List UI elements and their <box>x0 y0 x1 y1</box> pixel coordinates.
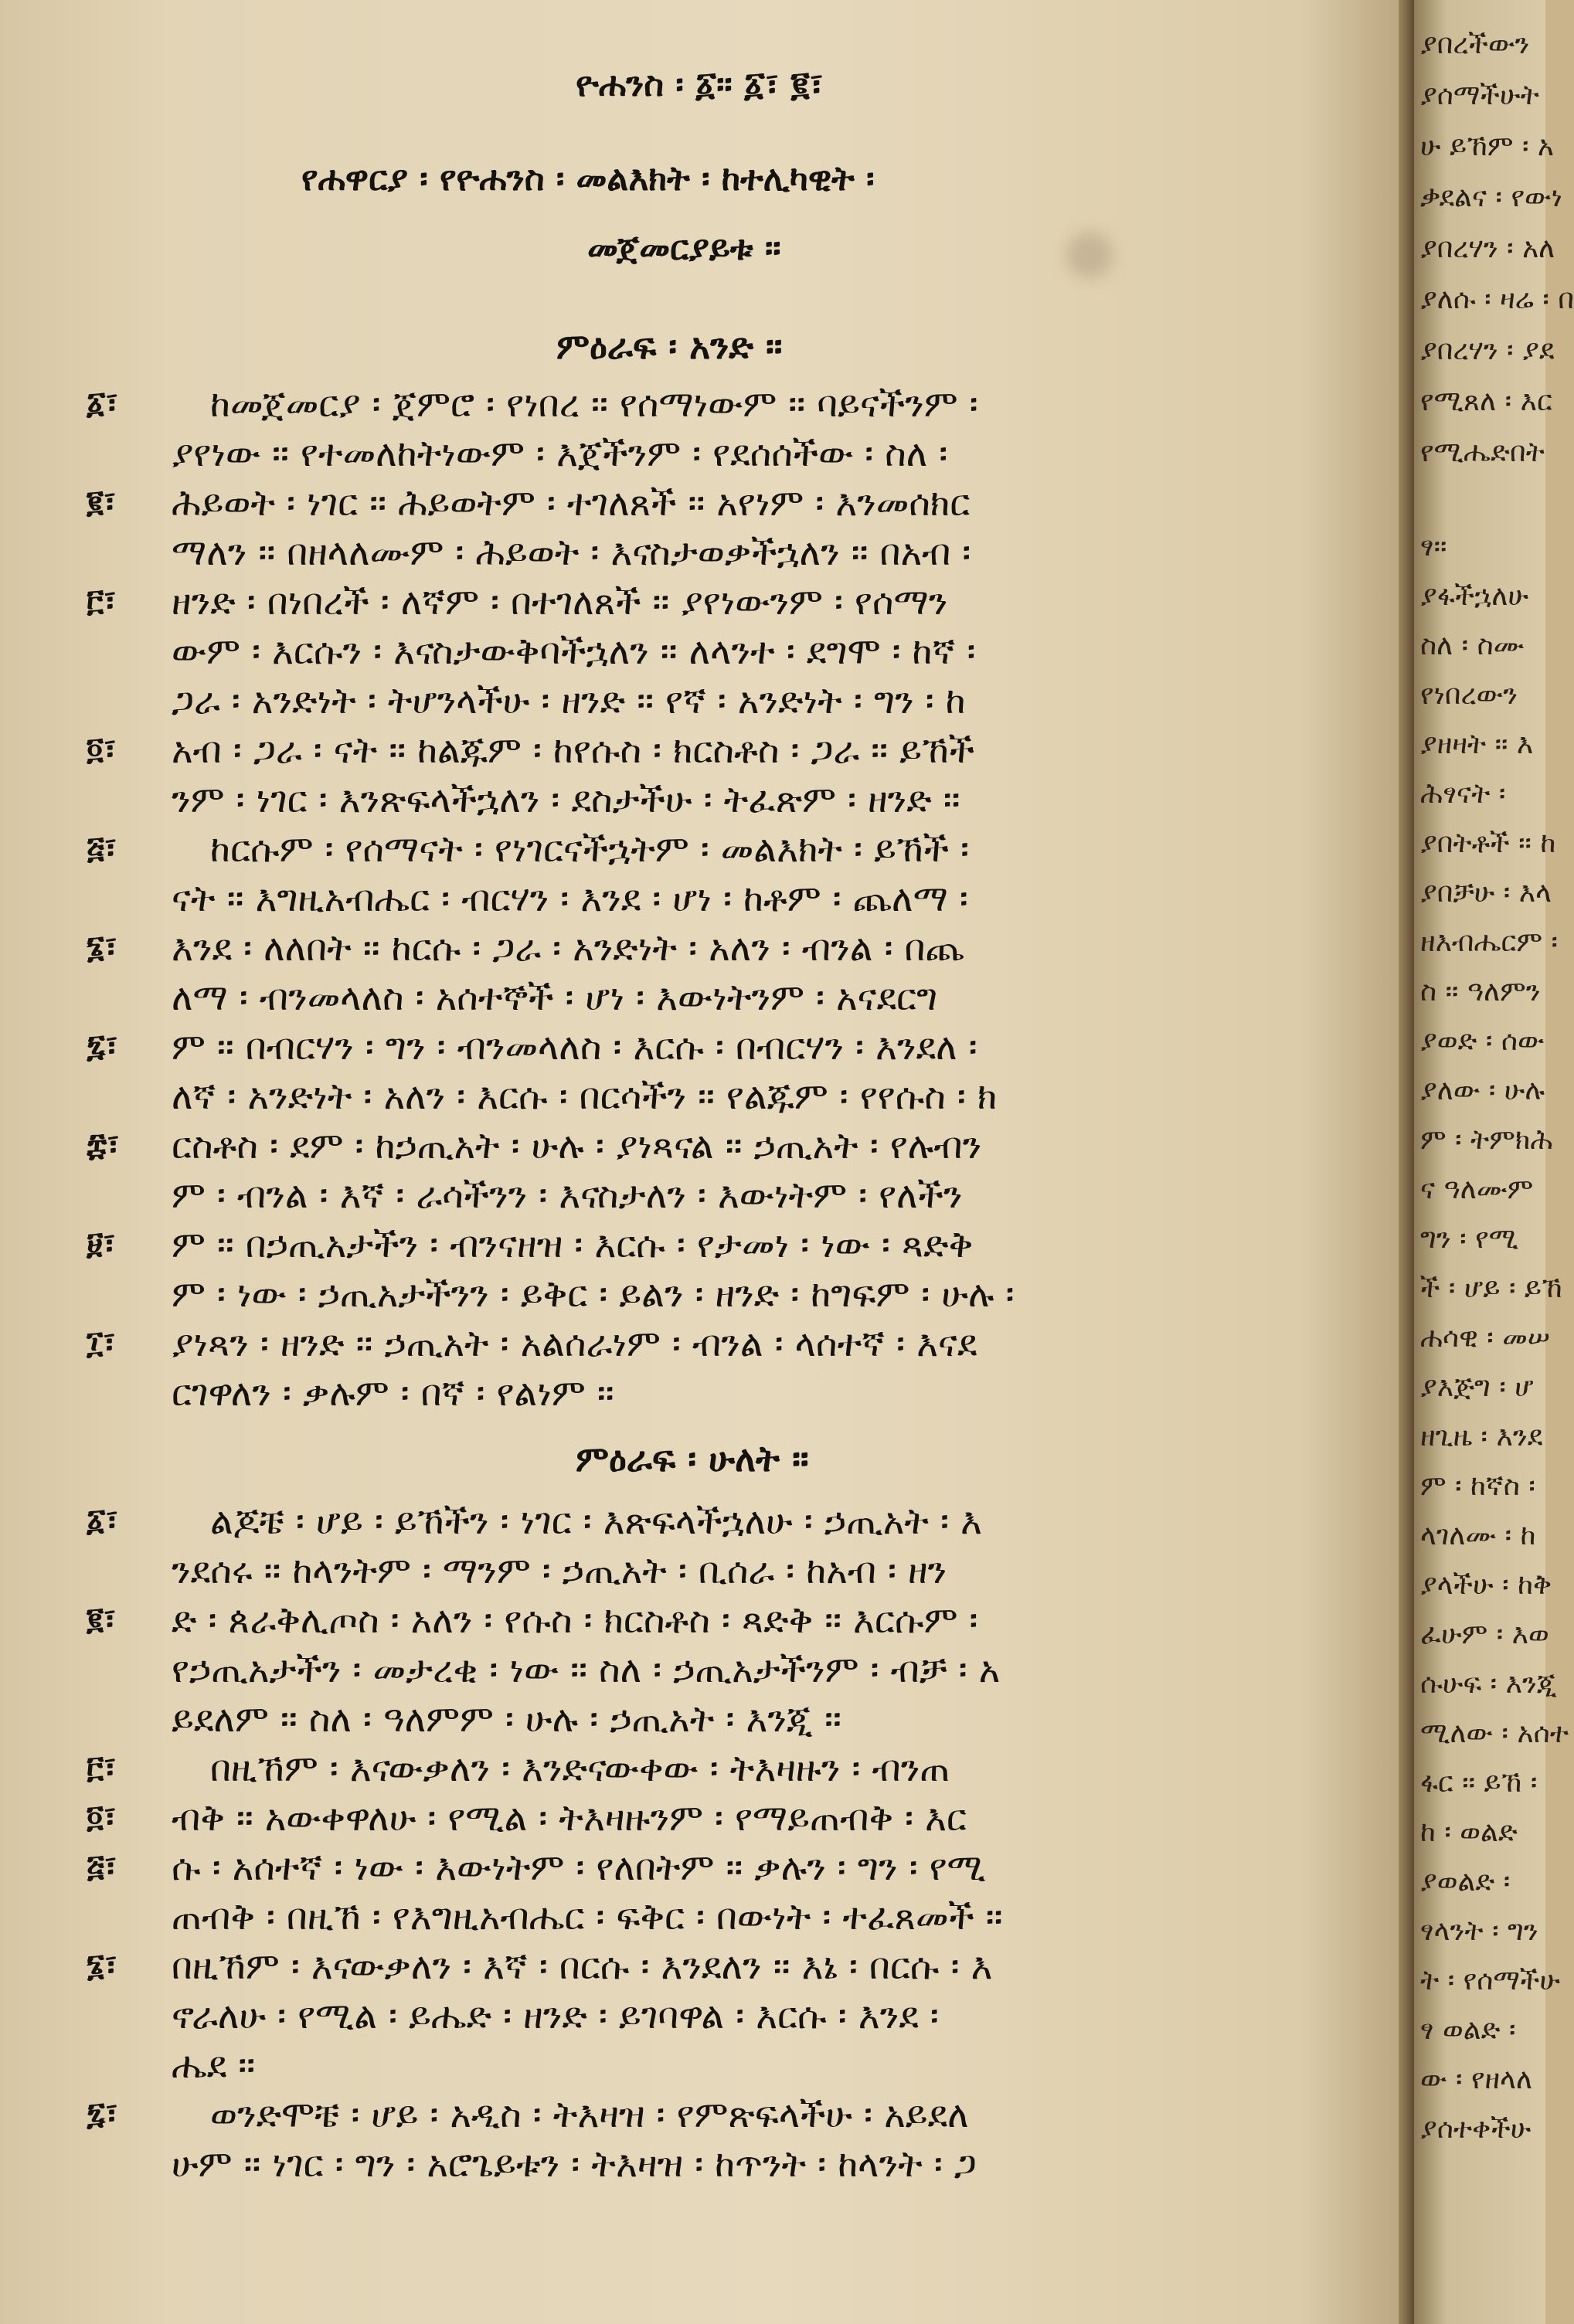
text-line: የኃጢአታችን ፡ መታረቂ ፡ ነው ። ስለ ፡ ኃጢአታችንም ፡ ብቻ ፡ አ <box>172 1649 1001 1691</box>
next-page-fragment: ያበረችውን <box>1420 29 1530 60</box>
next-page-fragment: ም ፡ ከኛስ ፡ <box>1420 1470 1535 1502</box>
verse-number: ፫፣ <box>87 583 117 619</box>
next-page-fragment: ሁ ይኸም ፡ አ <box>1420 131 1555 162</box>
text-line: ሁም ። ነገር ፡ ግን ፡ አሮጌይቱን ፡ ትእዛዝ ፡ ከጥንት ፡ ከላንት ፡ ጋ <box>172 2143 977 2186</box>
text-line: ጋራ ፡ አንድነት ፡ ትሆንላችሁ ፡ ዘንድ ። የኛ ፡ አንድነት ፡ ግን ፡ ከ <box>172 680 966 722</box>
text-line: ውም ፡ እርሱን ፡ እናስታውቅባችኋለን ። ለላንተ ፡ ደግሞ ፡ ከኛ ፡ <box>172 630 976 673</box>
text-line: ብቅ ። አውቀዋለሁ ፡ የሚል ፡ ትእዛዙንም ፡ የማይጠብቅ ፡ እር <box>172 1797 967 1840</box>
next-page-fragment: ላገለሙ ፡ ከ <box>1420 1520 1536 1551</box>
next-page-fragment: ያበረሃን ፡ አለ <box>1420 233 1555 264</box>
text-line: ም ። በብርሃን ፡ ግን ፡ ብንመላለስ ፡ እርሱ ፡ በብርሃን ፡ እንደለ ፡ <box>172 1026 977 1069</box>
text-line: ሕይወት ፡ ነገር ። ሕይወትም ፡ ተገለጸች ። አየነም ፡ እንመሰክር <box>172 482 971 525</box>
chapter-2-heading: ምዕራፍ ፡ ሁለት ። <box>576 1438 809 1480</box>
next-page-fragment: ከ ፡ ወልድ <box>1420 1816 1518 1848</box>
next-page-fragment: ያበረሃን ፡ ያደ <box>1420 335 1555 366</box>
next-page-fragment: ሕፃናት ፡ <box>1420 778 1506 810</box>
text-line: ኖራለሁ ፡ የሚል ፡ ይሔድ ፡ ዘንድ ፡ ይገባዋል ፡ እርሱ ፡ እንደ ፡ <box>172 1995 939 2037</box>
text-line: ም ፡ ነው ፡ ኃጢአታችንን ፡ ይቅር ፡ ይልን ፡ ዘንድ ፡ ከግፍም ፡ ሁሉ ፡ <box>172 1273 1015 1316</box>
verse-number: ፲፣ <box>87 1325 116 1361</box>
verse-number: ፮፣ <box>87 929 117 965</box>
verse-number: ፯፣ <box>87 1028 118 1064</box>
verse-number: ፪፣ <box>87 1602 117 1637</box>
text-line: ማለን ። በዘላለሙም ፡ ሕይወት ፡ እናስታወቃችኋለን ። በአብ ፡ <box>172 532 971 574</box>
text-line: ልጆቼ ፡ ሆይ ፡ ይኸችን ፡ ነገር ፡ እጽፍላችኋለሁ ፡ ኃጢአት ፡ እ <box>210 1500 982 1543</box>
next-page-fragment: ያዘዛት ። እ <box>1420 729 1534 760</box>
page-title: የሐዋርያ ፡ የዮሐንስ ፡ መልእክት ፡ ከተሊካዊት ፡ <box>301 159 875 199</box>
text-line: ሔደ ። <box>172 2044 256 2087</box>
next-page-fragment: ሐሳዊ ፡ መሠ <box>1420 1322 1551 1354</box>
text-line: ወንድሞቼ ፡ ሆይ ፡ አዲስ ፡ ትእዛዝ ፡ የምጽፍላችሁ ፡ አይደለ <box>210 2094 969 2136</box>
next-page-fragment: ያወልድ ፡ <box>1420 1866 1511 1898</box>
next-page-fragment: የሚሔድበት <box>1420 437 1545 468</box>
chapter-1-heading: ምዕራፍ ፡ አንድ ። <box>556 325 783 367</box>
next-page-fragment: ም ፡ ትምክሕ <box>1420 1124 1553 1156</box>
next-page-fragment: ፈሁም ፡ እወ <box>1420 1619 1549 1650</box>
text-line: ርገዋለን ፡ ቃሉም ፡ በኛ ፡ የልነም ። <box>172 1372 614 1415</box>
verse-number: ፩፣ <box>87 1503 119 1538</box>
next-page-fragment: ያለሱ ፡ ዛሬ ፡ በ <box>1420 284 1574 315</box>
text-line: ያነጻን ፡ ዘንድ ። ኃጢአት ፡ አልሰራነም ፡ ብንል ፡ ላሰተኛ ፡ እናደ <box>172 1323 977 1365</box>
next-page-fragment: ያበቻሁ ፡ እላ <box>1420 877 1552 909</box>
verse-number: ፬፣ <box>87 732 117 767</box>
verse-number: ፰፣ <box>87 1127 120 1163</box>
next-page-fragment: ስለ ፡ ስሙ <box>1420 630 1525 661</box>
verse-number: ፭፣ <box>87 1849 117 1884</box>
next-page-fragment: ያፋችኋለሁ <box>1420 580 1529 612</box>
next-page-fragment: ስ ። ዓለምን <box>1420 976 1541 1007</box>
text-line: ከመጀመርያ ፡ ጀምሮ ፡ የነበረ ። የሰማነውም ። ባይናችንም ፡ <box>210 383 978 426</box>
next-page-fragment: ሱሁፍ ፡ እንጂ <box>1420 1668 1557 1700</box>
next-page-fragment: ው ፡ የዘላለ <box>1420 2064 1533 2095</box>
text-line: ይደለም ። ስለ ፡ ዓለምም ፡ ሁሉ ፡ ኃጢአት ፡ እንጂ ። <box>172 1698 841 1741</box>
text-line: ያየነው ። የተመለከትነውም ፡ እጀችንም ፡ የደሰሰችው ፡ ስለ ፡ <box>172 433 948 475</box>
page-subtitle: መጀመርያይቱ ። <box>587 229 781 268</box>
next-page-fragment: ና ዓለሙም <box>1420 1174 1534 1205</box>
next-page-fragment: የሚጸለ ፡ እር <box>1420 386 1552 417</box>
verse-number: ፩፣ <box>87 386 119 421</box>
next-page-fragment: ቃደልና ፡ የውነ <box>1420 182 1562 213</box>
text-line: ድ ፡ ጰራቅሊጦስ ፡ አለን ፡ የሱስ ፡ ክርስቶስ ፡ ጻድቅ ። እርሱም ፡ <box>172 1599 978 1642</box>
next-page-fragment: ያሰማችሁት <box>1420 80 1539 111</box>
next-page-fragment: ፃ። <box>1420 531 1447 562</box>
next-page-fragment: ት ፡ የሰማችሁ <box>1420 1965 1561 1996</box>
text-line: ናት ። እግዚአብሔር ፡ ብርሃን ፡ እንደ ፡ ሆነ ፡ ከቶም ፡ ጨለማ ፡ <box>172 878 968 920</box>
next-page-fragment: ያበትቶች ። ከ <box>1420 827 1556 859</box>
text-line: ለማ ፡ ብንመላለስ ፡ አሰተኞች ፡ ሆነ ፡ እውነትንም ፡ አናደርግ <box>172 977 938 1019</box>
text-line: ንደሰሩ ። ከላንትም ፡ ማንም ፡ ኃጢአት ፡ ቢሰራ ፡ ከአብ ፡ ዘን <box>172 1550 947 1592</box>
text-line: ጠብቅ ፡ በዚኸ ፡ የእግዚአብሔር ፡ ፍቅር ፡ በውነት ፡ ተፈጸመች ። <box>172 1896 1003 1938</box>
text-line: ም ፡ ብንል ፡ እኛ ፡ ራሳችንን ፡ እናስታለን ፡ እውነትም ፡ የለችን <box>172 1174 963 1217</box>
next-page-fragment: ያእጅግ ፡ ሆ <box>1420 1371 1534 1403</box>
text-line: ንም ፡ ነገር ፡ እንጽፍላችኋለን ፡ ደስታችሁ ፡ ትፈጽም ፡ ዘንድ ። <box>172 779 960 821</box>
verse-number: ፪፣ <box>87 484 117 520</box>
text-line: ርስቶስ ፡ ደም ፡ ከኃጢአት ፡ ሁሉ ፡ ያነጻናል ። ኃጢአት ፡ የሉብን <box>172 1125 982 1167</box>
next-page-fragment: ያላችሁ ፡ ከቅ <box>1420 1569 1552 1601</box>
next-page-fragment: ያወድ ፡ ሰው <box>1420 1025 1545 1057</box>
text-line: ሱ ፡ አሰተኛ ፡ ነው ፡ እውነትም ፡ የለበትም ። ቃሉን ፡ ግን ፡ የሚ <box>172 1847 986 1889</box>
next-page-fragment: ፋር ። ይኸ ፡ <box>1420 1767 1538 1799</box>
next-page-fragment: የነበረውን <box>1420 679 1518 711</box>
verse-number: ፫፣ <box>87 1750 117 1785</box>
running-head: ዮሐንስ ፡ ፩። ፩፣ ፪፣ <box>576 65 824 104</box>
next-page-fragment: ፃላንት ፡ ግን <box>1420 1915 1538 1947</box>
next-page-fragment: ያሰተቀችሁ <box>1420 2113 1532 2145</box>
next-page-fragment: ች ፡ ሆይ ፡ ይኸ <box>1420 1272 1562 1304</box>
next-page-fragment: ግን ፡ የሚ <box>1420 1223 1519 1255</box>
text-line: ከርሱም ፡ የሰማናት ፡ የነገርናችኋትም ፡ መልእክት ፡ ይኸች ፡ <box>210 828 970 871</box>
text-line: ም ። በኃጢአታችን ፡ ብንናዘዝ ፡ እርሱ ፡ የታመነ ፡ ነው ፡ ጻድቅ <box>172 1224 974 1266</box>
verse-number: ፭፣ <box>87 831 117 866</box>
next-page-fragment: ያለው ፡ ሁሉ <box>1420 1075 1545 1106</box>
text-line: በዚኸም ፡ እናውቃለን ፡ እንድናውቀው ፡ ትእዛዙን ፡ ብንጠ <box>210 1748 950 1790</box>
text-line: ለኛ ፡ አንድነት ፡ አለን ፡ እርሱ ፡ በርሳችን ። የልጁም ፡ የየሱስ ፡ ክ <box>172 1075 998 1118</box>
text-line: ዘንድ ፡ በነበረች ፡ ለኛም ፡ በተገለጸች ። ያየነውንም ፡ የሰማን <box>172 581 948 623</box>
verse-number: ፮፣ <box>87 1948 117 1983</box>
text-line: አብ ፡ ጋራ ፡ ናት ። ከልጁም ፡ ከየሱስ ፡ ክርስቶስ ፡ ጋራ ። ይኸች <box>172 729 975 772</box>
verse-number: ፯፣ <box>87 2096 118 2132</box>
next-page-fragment: ዘጊዜ ፡ እንደ <box>1420 1421 1543 1452</box>
next-page-fragment: ዘእብሔርም ፡ <box>1420 926 1559 958</box>
text-line: እንደ ፡ ለለበት ። ከርሱ ፡ ጋራ ፡ አንድነት ፡ አለን ፡ ብንል ፡ በጨ <box>172 927 964 970</box>
verse-number: ፱፣ <box>87 1226 116 1262</box>
next-page-fragment: ሚለው ፡ አሰተ <box>1420 1718 1569 1749</box>
text-line: በዚኸም ፡ እናውቃለን ፡ እኛ ፡ በርሱ ፡ እንደለን ። እኔ ፡ በርሱ ፡ እ <box>172 1945 993 1988</box>
next-page-fragment: ፃ ወልድ ፡ <box>1420 2014 1516 2046</box>
verse-number: ፬፣ <box>87 1799 117 1835</box>
next-page-edge <box>1414 0 1574 2324</box>
